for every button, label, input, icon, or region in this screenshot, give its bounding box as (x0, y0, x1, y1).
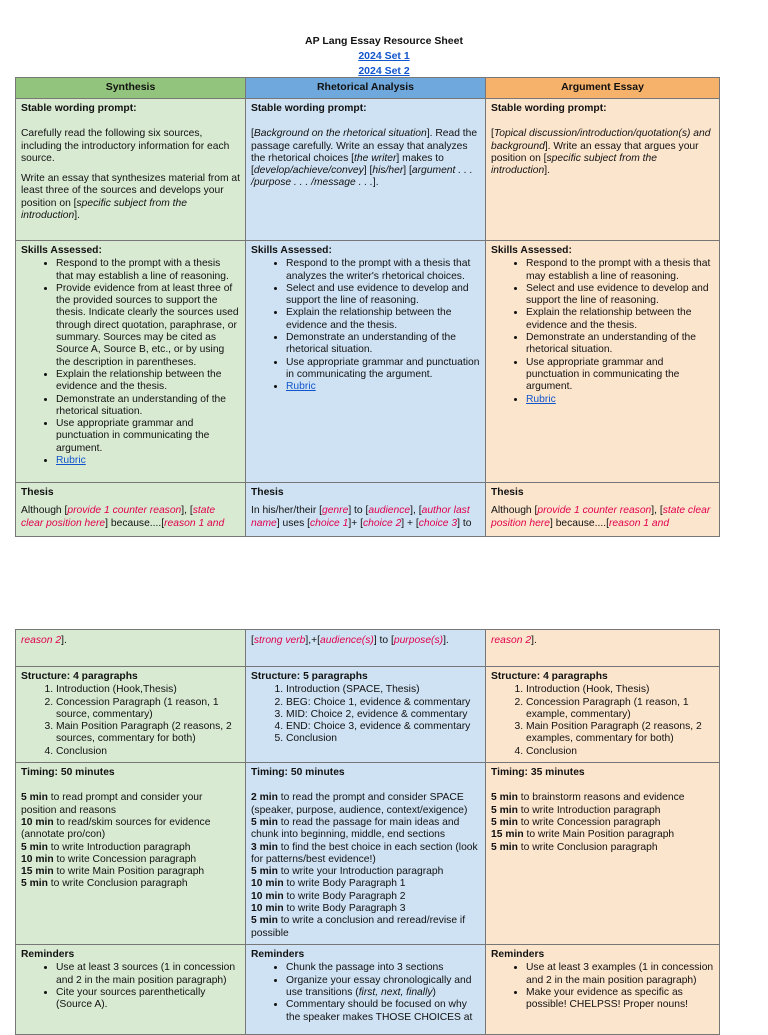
argument-thesis-text: Although [provide 1 counter reason], [state clear position here] because....[reason 1 and (491, 505, 711, 529)
rhetorical-timing-cell (246, 763, 486, 945)
set1-link[interactable]: 2024 Set 1 (358, 50, 410, 62)
document-header (0, 34, 768, 79)
list-item: 15 min to write Main Position paragraph (21, 866, 205, 878)
list-item: 10 min to read/skim sources for evidence (annotate pro/con) (21, 816, 211, 841)
list-item: • Explain the relationship between the evidence and the thesis. (526, 307, 714, 332)
list-item: 4. Conclusion (56, 746, 240, 758)
list-item: 10 min to write Body Paragraph 1 (251, 878, 406, 890)
set2-link[interactable]: 2024 Set 2 (358, 65, 410, 77)
argument-skills-list (491, 258, 714, 406)
argument-reminders-cell (486, 945, 720, 1035)
argument-structure-label: Structure: 4 paragraphs (491, 671, 608, 682)
list-item: 5 min to write Conclusion paragraph (491, 841, 658, 853)
rhetorical-reminders-list (251, 962, 480, 1023)
argument-reminders-label: Reminders (491, 949, 545, 961)
list-item: 3. MID: Choice 2, evidence & commentary (286, 709, 480, 721)
rhetorical-prompt-cell (246, 99, 486, 241)
rhetorical-timing-list (251, 792, 480, 940)
rhetorical-skills-label: Skills Assessed: (251, 245, 332, 256)
list-item: • Chunk the passage into 3 sections (286, 962, 480, 974)
list-item: • Select and use evidence to develop and support the line of reasoning. (526, 283, 714, 308)
list-item: 4. Conclusion (526, 746, 714, 758)
rhetorical-skills-list (251, 258, 480, 393)
list-item: 5 min to write a conclusion and reread/revise if possible (251, 915, 466, 939)
list-item: • Respond to the prompt with a thesis that analyzes the writer's rhetorical choices. (286, 258, 480, 283)
synthesis-rubric-link[interactable]: Rubric (56, 455, 86, 467)
rhetorical-thesis-label: Thesis (251, 487, 284, 498)
synthesis-prompt-cell (16, 99, 246, 241)
rhetorical-skills-cell (246, 241, 486, 483)
argument-reminders-list (491, 962, 714, 1011)
rhetorical-structure-list (251, 684, 480, 745)
list-item: 2. BEG: Choice 1, evidence & commentary (286, 697, 480, 709)
argument-rubric-link[interactable]: Rubric (526, 393, 556, 405)
synthesis-reminders-cell (16, 945, 246, 1035)
argument-prompt-text: [Topical discussion/introduction/quotation(s) and background]. Write an essay that argues your position on [specific subject from the introduction]. (491, 128, 711, 177)
rhetorical-structure-cell (246, 667, 486, 763)
list-item: 10 min to write Concession paragraph (21, 853, 197, 865)
list-item: • Cite your sources parenthetically (Source A). (56, 987, 240, 1012)
synthesis-thesis-continued: reason 2]. (16, 630, 246, 667)
list-item: • Organize your essay chronologically and use transitions (first, next, finally) (286, 975, 480, 1000)
rhetorical-reminders-cell (246, 945, 486, 1035)
argument-thesis-label: Thesis (491, 487, 524, 498)
list-item: • Respond to the prompt with a thesis that may establish a line of reasoning. (526, 258, 714, 283)
list-item: 5. Conclusion (286, 733, 480, 745)
argument-skills-label: Skills Assessed: (491, 245, 572, 256)
argument-structure-cell (486, 667, 720, 763)
argument-thesis-continued: reason 2]. (486, 630, 720, 667)
list-item: • Respond to the prompt with a thesis that may establish a line of reasoning. (56, 258, 240, 283)
list-item: • Explain the relationship between the evidence and the thesis. (286, 307, 480, 332)
list-item: 5 min to write Conclusion paragraph (21, 878, 188, 890)
list-item: 5 min to write your Introduction paragraph (251, 866, 444, 878)
synthesis-skills-list (21, 258, 240, 467)
argument-prompt-label: Stable wording prompt: (491, 103, 607, 114)
list-item: 3. Main Position Paragraph (2 reasons, 2 sources, commentary for both) (56, 721, 240, 746)
resource-table-page1 (15, 77, 720, 537)
document-title: AP Lang Essay Resource Sheet (305, 35, 463, 47)
synthesis-timing-cell (16, 763, 246, 945)
rhetorical-prompt-label: Stable wording prompt: (251, 103, 367, 114)
list-item: • Use appropriate grammar and punctuation in communicating the argument. (526, 357, 714, 394)
synthesis-thesis-label: Thesis (21, 487, 54, 498)
list-item (526, 394, 714, 406)
list-item: 5 min to write Introduction paragraph (491, 804, 661, 816)
list-item: • Demonstrate an understanding of the rhetorical situation. (56, 394, 240, 419)
synthesis-reminders-label: Reminders (21, 949, 75, 961)
list-item: • Commentary should be focused on why the speaker makes THOSE CHOICES at (286, 999, 480, 1024)
list-item: 2. Concession Paragraph (1 reason, 1 example, commentary) (526, 697, 714, 722)
list-item: 5 min to read prompt and consider your position and reasons (21, 792, 203, 816)
rhetorical-reminders-label: Reminders (251, 949, 305, 961)
resource-table-page2 (15, 629, 720, 1035)
rhetorical-thesis-continued: [strong verb],+[audience(s)] to [purpose(s)]. (246, 630, 486, 667)
list-item: 5 min to write Concession paragraph (491, 816, 661, 828)
rhetorical-structure-label: Structure: 5 paragraphs (251, 671, 368, 682)
list-item: 5 min to write Introduction paragraph (21, 841, 191, 853)
synthesis-skills-cell (16, 241, 246, 483)
list-item: 3 min to find the best choice in each section (look for patterns/best evidence!) (251, 841, 478, 865)
rhetorical-prompt-text: [Background on the rhetorical situation]. Read the passage carefully. Write an essay that analyzes the rhetorical choices [the writer] makes to [develop/achieve/convey] [his/her] [argument . . . /purpose . . . /message . . .]. (251, 128, 478, 189)
list-item (286, 381, 480, 393)
list-item: 4. END: Choice 3, evidence & commentary (286, 721, 480, 733)
list-item: • Use appropriate grammar and punctuation in communicating the argument. (286, 357, 480, 382)
list-item: 10 min to write Body Paragraph 2 (251, 890, 406, 902)
rhetorical-thesis-cell (246, 483, 486, 537)
synthesis-timing-label: Timing: 50 minutes (21, 767, 115, 779)
synthesis-skills-label: Skills Assessed: (21, 245, 102, 256)
rhetorical-thesis-text: In his/her/their [genre] to [audience], [author last name] uses [choice 1]+ [choice 2] + [choice 3] to (251, 505, 472, 529)
list-item: 1. Introduction (Hook, Thesis) (526, 684, 714, 696)
list-item: • Make your evidence as specific as possible! CHELPSS! Proper nouns! (526, 987, 714, 1012)
list-item: 1. Introduction (Hook,Thesis) (56, 684, 240, 696)
synthesis-thesis-cell (16, 483, 246, 537)
list-item: 5 min to brainstorm reasons and evidence (491, 792, 685, 804)
argument-skills-cell (486, 241, 720, 483)
list-item (56, 455, 240, 467)
header-argument: Argument Essay (486, 78, 720, 99)
argument-timing-label: Timing: 35 minutes (491, 767, 585, 779)
list-item: 1. Introduction (SPACE, Thesis) (286, 684, 480, 696)
list-item: 10 min to write Body Paragraph 3 (251, 903, 406, 915)
synthesis-prompt-p2: Write an essay that synthesizes material from at least three of the sources and develops your position on [specific subject from the introduction]. (21, 173, 240, 222)
synthesis-prompt-label: Stable wording prompt: (21, 103, 137, 114)
synthesis-structure-cell (16, 667, 246, 763)
list-item: • Explain the relationship between the evidence and the thesis. (56, 369, 240, 394)
list-item: • Demonstrate an understanding of the rhetorical situation. (286, 332, 480, 357)
argument-timing-list (491, 792, 714, 853)
list-item: 2 min to read the prompt and consider SPACE (speaker, purpose, audience, context/exigence) (251, 792, 468, 816)
list-item: 15 min to write Main Position paragraph (491, 829, 675, 841)
synthesis-thesis-text: Although [provide 1 counter reason], [state clear position here] because....[reason 1 and (21, 505, 225, 529)
list-item: • Provide evidence from at least three of the provided sources to support the thesis. Indicate clearly the sources used through direct quotation, paraphrase, or summary. Sources may be cited as Source A, Source B, etc., or by using the description in parentheses. (56, 283, 240, 369)
synthesis-prompt-p1: Carefully read the following six sources, including the introductory information for each source. (21, 128, 230, 164)
rhetorical-timing-label: Timing: 50 minutes (251, 767, 345, 779)
argument-thesis-cell (486, 483, 720, 537)
argument-structure-list (491, 684, 714, 758)
argument-prompt-cell (486, 99, 720, 241)
list-item: 3. Main Position Paragraph (2 reasons, 2 examples, commentary for both) (526, 721, 714, 746)
list-item: 5 min to read the passage for main ideas and chunk into beginning, middle, end sections (251, 816, 460, 841)
list-item: • Use at least 3 examples (1 in concession and 2 in the main position paragraph) (526, 962, 714, 987)
list-item: 2. Concession Paragraph (1 reason, 1 source, commentary) (56, 697, 240, 722)
header-rhetorical: Rhetorical Analysis (246, 78, 486, 99)
synthesis-timing-list (21, 792, 240, 890)
list-item: • Demonstrate an understanding of the rhetorical situation. (526, 332, 714, 357)
synthesis-structure-label: Structure: 4 paragraphs (21, 671, 138, 682)
list-item: • Select and use evidence to develop and support the line of reasoning. (286, 283, 480, 308)
list-item: • Use at least 3 sources (1 in concession and 2 in the main position paragraph) (56, 962, 240, 987)
list-item: • Use appropriate grammar and punctuation in communicating the argument. (56, 418, 240, 455)
argument-timing-cell (486, 763, 720, 945)
synthesis-reminders-list (21, 962, 240, 1011)
header-synthesis: Synthesis (16, 78, 246, 99)
synthesis-structure-list (21, 684, 240, 758)
rhetorical-rubric-link[interactable]: Rubric (286, 381, 316, 393)
